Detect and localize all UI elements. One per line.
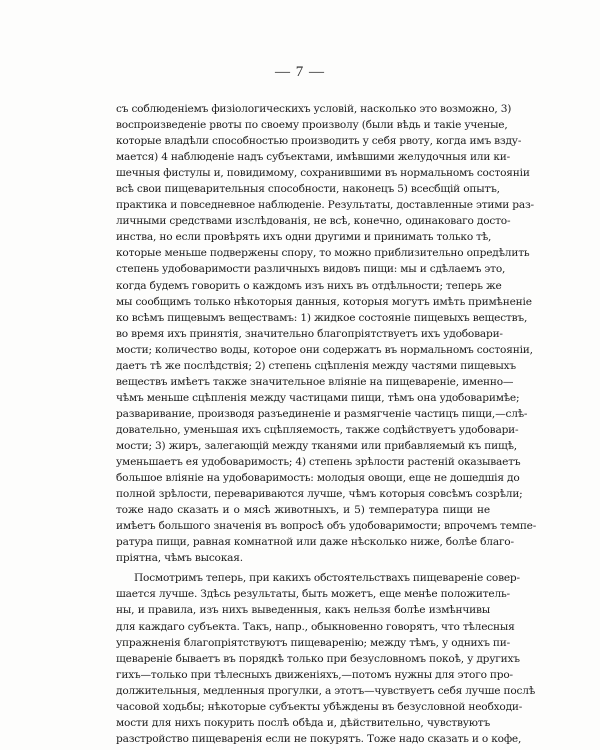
- text-line: часовой ходьбы; нѣкоторые субъекты убѣждены въ безусловной необходи-: [116, 700, 523, 713]
- text-line: пріятна, чѣмъ высокая.: [116, 552, 243, 565]
- text-line: которые меньше подвержены спору, то можно приблизительно опредѣлить: [116, 247, 530, 260]
- text-line: ратура пищи, равная комнатной или даже нѣсколько ниже, болѣе благо-: [116, 536, 514, 549]
- text-line: степень удобоваримости различныхъ видовъ пищи: мы и сдѣлаемъ это,: [116, 263, 506, 276]
- text-line: воспроизведеніе рвоты по своему произволу (были вѣдь и такіе ученые,: [116, 119, 508, 132]
- text-line: чѣмъ меньше сцѣпленія между частицами пищи, тѣмъ она удобоваримѣе;: [116, 391, 520, 404]
- text-line: имѣетъ большого значенія въ вопросѣ объ удобоваримости; впрочемъ темпе-: [116, 520, 537, 533]
- text-line: довательно, уменьшая ихъ сцѣпляемость, также содѣйствуетъ удобовари-: [116, 423, 519, 436]
- page-number: — 7 —: [275, 64, 325, 80]
- text-line: личными средствами изслѣдованія, не всѣ, конечно, одинаковаго досто-: [116, 215, 511, 228]
- text-line: ко всѣмъ пищевымъ веществамъ: 1) жидкое состояніе пищевыхъ веществъ,: [116, 311, 528, 324]
- text-line: мы сообщимъ только нѣкоторыя данныя, которыя могутъ имѣть примѣненіе: [116, 295, 532, 308]
- text-line: упражненія благопріятствуютъ пищеваренію; между тѣмъ, у однихъ пи-: [116, 636, 511, 649]
- paragraph-2: [116, 570, 536, 747]
- text-line: разваривание, производя разъединеніе и размягченіе частицъ пищи,—слѣ-: [116, 407, 528, 420]
- text-line: шается лучше. Здѣсь результаты, быть можетъ, еще менѣе положитель-: [116, 588, 510, 601]
- text-line: тоже надо сказать и о мясѣ животныхъ, и 5) температура пищи не: [116, 504, 490, 517]
- text-line: практика и повседневное наблюденіе. Результаты, доставленные этими раз-: [116, 199, 534, 212]
- text-line: должительныя, медленныя прогулки, а этотъ—чувствуетъ себя лучше послѣ: [116, 684, 536, 697]
- text-line: гихъ—только при тѣлесныхъ движеніяхъ,—потомъ нужны для этого про-: [116, 668, 513, 681]
- text-line: полной зрѣлости, перевариваются лучше, чѣмъ которыя совсѣмъ созрѣли;: [116, 488, 523, 501]
- body-text: [116, 101, 537, 747]
- text-line: во время ихъ принятія, значительно благопріятствуетъ ихъ удобовари-: [116, 327, 503, 340]
- text-line: Посмотримъ теперь, при какихъ обстоятельствахъ пищевареніе совер-: [134, 572, 520, 585]
- text-line: щевареніе бываетъ въ порядкѣ только при безусловномъ покоѣ, у другихъ: [116, 652, 520, 665]
- text-line: мости; количество воды, которое они содержатъ въ нормальномъ состояніи,: [116, 343, 533, 356]
- text-line: уменьшаетъ ея удобоваримость; 4) степень зрѣлости растеній оказываетъ: [116, 456, 521, 469]
- text-line: для каждаго субъекта. Такъ, напр., обыкновенно говорятъ, что тѣлесныя: [116, 620, 515, 633]
- text-line: съ соблюденіемъ физіологическихъ условій, насколько это возможно, 3): [116, 103, 512, 115]
- text-line: всѣ свои пищеварительныя способности, наконецъ 5) всесбщій опытъ,: [116, 183, 500, 196]
- paragraph-1: [116, 101, 537, 566]
- text-line: шечныя фистулы и, повидимому, сохранившими въ нормальномъ состояніи: [116, 167, 530, 180]
- text-line: ны, и правила, изъ нихъ выведенныя, какъ нельзя болѣе измѣнчивы: [116, 604, 490, 617]
- text-line: большое вліяніе на удобоваримость: молодыя овощи, еще не дошедшія до: [116, 472, 520, 485]
- text-line: когда будемъ говорить о каждомъ изъ нихъ въ отдѣльности; теперь же: [116, 279, 502, 292]
- text-line: которые владѣли способностью производить у себя рвоту, когда имъ взду-: [116, 135, 522, 148]
- text-line: мается) 4 наблюденіе надъ субъектами, имѣвшими желудочныя или ки-: [116, 151, 511, 164]
- text-line: разстройство пищеваренія если не покурятъ. Тоже надо сказать и о кофе,: [116, 732, 522, 745]
- text-line: мости для нихъ покурить послѣ обѣда и, дѣйствительно, чувствуютъ: [116, 716, 490, 729]
- text-line: веществъ имѣетъ также значительное вліяніе на пищевареніе, именно—: [116, 375, 514, 388]
- text-line: мости; 3) жиръ, залегающій между тканями или прибавляемый къ пищѣ,: [116, 439, 517, 452]
- text-line: даетъ тѣ же послѣдствія; 2) степень сцѣпленія между частями пищевыхъ: [116, 359, 516, 372]
- text-line: инства, но если провѣрять ихъ одни другими и принимать только тѣ,: [116, 231, 492, 244]
